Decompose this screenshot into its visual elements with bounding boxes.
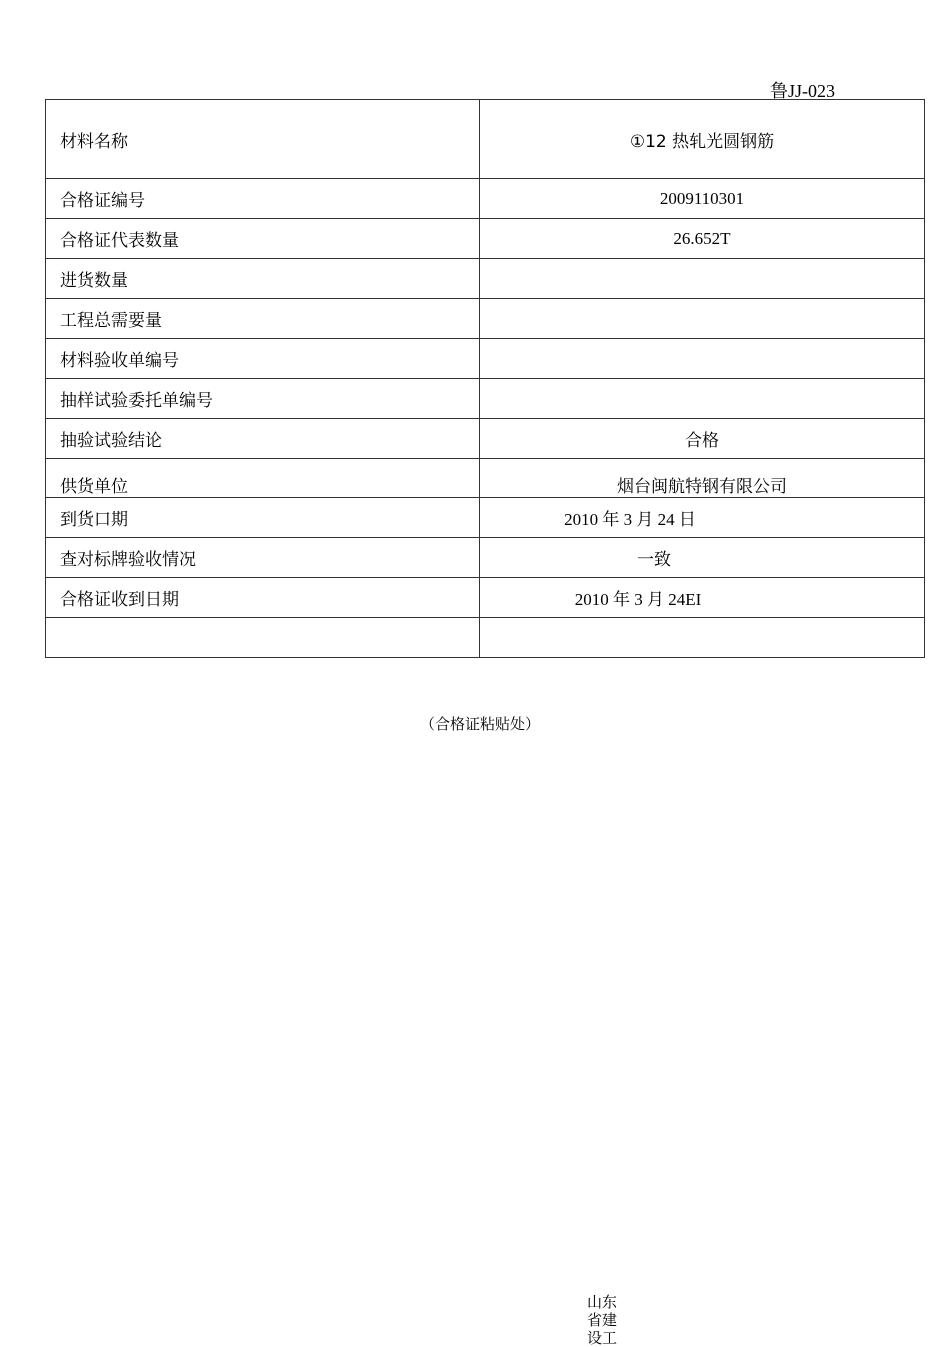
table-row	[46, 379, 925, 419]
table-row	[46, 219, 925, 259]
table-row	[46, 100, 925, 179]
row-label: 抽样试验委托单编号	[46, 379, 480, 419]
received-date-text: 2010 年 3 月 24EI	[574, 590, 702, 609]
certificate-table	[45, 99, 925, 658]
material-name-value: ①12 热轧光圆钢筋	[480, 100, 925, 179]
row-label: 供货单位	[46, 459, 480, 498]
footer-publisher-text: 山东省建设工	[587, 1293, 618, 1347]
form-code: 鲁JJ-023	[770, 81, 836, 101]
row-label: 合格证代表数量	[46, 219, 480, 259]
tag-check-value	[480, 538, 925, 578]
table-row	[46, 538, 925, 578]
table-row	[46, 498, 925, 538]
row-label: 抽验试验结论	[46, 419, 480, 459]
supplier-value: 烟台闽航特钢有限公司	[480, 459, 925, 498]
table-row	[46, 618, 925, 658]
table-row	[46, 339, 925, 379]
row-label: 进货数量	[46, 259, 480, 299]
represented-quantity-value: 26.652T	[480, 219, 925, 259]
total-requirement-value	[480, 299, 925, 339]
row-label: 到货口期	[46, 498, 480, 538]
paste-area-note: （合格证粘贴处）	[419, 715, 540, 733]
arrival-date-value	[480, 498, 925, 538]
table-row	[46, 299, 925, 339]
test-conclusion-value: 合格	[480, 419, 925, 459]
row-label: 合格证编号	[46, 179, 480, 219]
table-row	[46, 419, 925, 459]
arrival-date-text: 2010 年 3 月 24 日	[564, 510, 696, 529]
certificate-received-date-value	[480, 578, 925, 618]
table-row	[46, 459, 925, 498]
row-label: 工程总需要量	[46, 299, 480, 339]
sampling-request-number-value	[480, 379, 925, 419]
table-row	[46, 578, 925, 618]
row-label: 材料名称	[46, 100, 480, 179]
table-row	[46, 179, 925, 219]
table-row	[46, 259, 925, 299]
acceptance-form-number-value	[480, 339, 925, 379]
row-label: 查对标牌验收情况	[46, 538, 480, 578]
row-label: 合格证收到日期	[46, 578, 480, 618]
row-label: 材料验收单编号	[46, 339, 480, 379]
tag-check-text: 一致	[637, 550, 671, 570]
empty-value	[480, 618, 925, 658]
row-label	[46, 618, 480, 658]
certificate-number-value: 2009110301	[480, 179, 925, 219]
purchase-quantity-value	[480, 259, 925, 299]
